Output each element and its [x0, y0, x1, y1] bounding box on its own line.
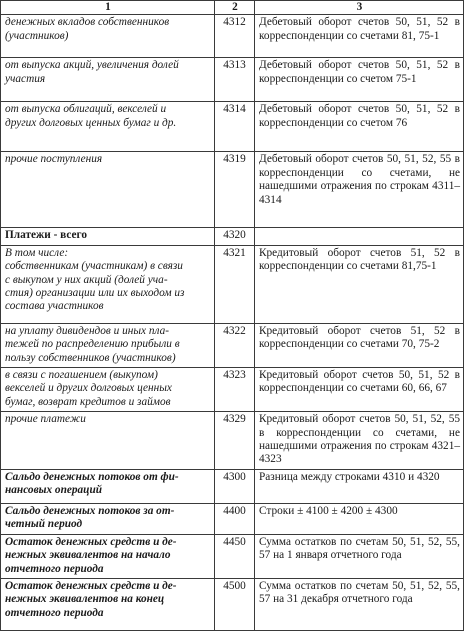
row-label-line: пользу собственников (участников): [5, 351, 176, 364]
row-description: Кредитовый оборот счетов 50, 51, 52 в корреспонденции со счетами 60, 66, 67: [255, 368, 464, 412]
row-label: [1, 245, 215, 323]
table-row: [1, 15, 464, 58]
header-col-2: 2: [215, 1, 255, 15]
table-row: [1, 152, 464, 228]
table-row: [1, 245, 464, 323]
row-label-line: собственникам (участникам) в связи: [5, 260, 183, 273]
row-label-line: бумаг, возврат кредитов и займов: [5, 395, 171, 408]
row-label-line: отчетного периода: [5, 606, 104, 619]
table-row: [1, 102, 464, 152]
table-row: [1, 534, 464, 578]
row-label: [1, 323, 215, 367]
row-code: 4313: [215, 58, 255, 102]
row-label: [1, 368, 215, 412]
header-col-1: 1: [1, 1, 215, 15]
row-code: 4329: [215, 412, 255, 470]
table-row: [1, 368, 464, 412]
row-label-line: на уплату дивидендов и иных пла-: [5, 324, 169, 337]
table-row: [1, 323, 464, 367]
row-label: [1, 412, 215, 470]
row-label-line: векселей и других долговых ценных: [5, 382, 172, 395]
row-label: [1, 503, 215, 534]
row-label-line: четный период: [5, 518, 83, 531]
row-code: 4300: [215, 469, 255, 503]
table-row: [1, 228, 464, 245]
row-label-line: с выкупом у них акций (долей уча-: [5, 273, 168, 286]
row-label: [1, 15, 215, 58]
row-label-line: нежных эквивалентов на начало: [5, 549, 171, 562]
row-description: Строки ± 4100 ± 4200 ± 4300: [255, 503, 464, 534]
row-code: 4322: [215, 323, 255, 367]
row-label-line: В том числе:: [5, 246, 69, 259]
row-description: Дебетовый оборот счетов 50, 51, 52 в корреспонденции со счетом 76: [255, 102, 464, 152]
row-label-line: нансовых операций: [5, 484, 103, 497]
row-label-line: денежных вкладов собственников: [5, 16, 170, 29]
row-label-line: (участников): [5, 29, 69, 42]
row-description: Сумма остатков по счетам 50, 51, 52, 55, 57 на 1 января отчетного года: [255, 534, 464, 578]
row-label-line: тежей по распределению прибыли в: [5, 338, 180, 351]
row-description: Разница между строками 4310 и 4320: [255, 469, 464, 503]
header-col-3: 3: [255, 1, 464, 15]
row-code: 4321: [215, 245, 255, 323]
row-code: 4323: [215, 368, 255, 412]
row-label: [1, 58, 215, 102]
row-description: Кредитовый оборот счетов 51, 52 в корреспонденции со счетами 81,75-1: [255, 245, 464, 323]
table-row: [1, 58, 464, 102]
row-description: Дебетовый оборот счетов 50, 51, 52, 55 в корреспонденции со счетами, не нашедшими отражения по строкам 4311–4314: [255, 152, 464, 228]
row-description: Кредитовый оборот счетов 51, 52 в корреспонденции со счетами 70, 75-2: [255, 323, 464, 367]
row-label-line: отчетного периода: [5, 562, 104, 575]
row-label-line: состава участников: [5, 300, 104, 313]
table-row: [1, 469, 464, 503]
row-label-line: Платежи - всего: [5, 229, 88, 242]
row-label-line: прочие платежи: [5, 413, 86, 426]
table-row: [1, 578, 464, 630]
row-label-line: стия) организации или их выходом из: [5, 287, 185, 300]
row-code: 4320: [215, 228, 255, 245]
row-label-line: участия: [5, 72, 46, 85]
row-code: 4450: [215, 534, 255, 578]
row-label: [1, 152, 215, 228]
row-code: 4400: [215, 503, 255, 534]
row-label: [1, 469, 215, 503]
row-description: [255, 228, 464, 245]
row-description: Дебетовый оборот счетов 50, 51, 52 в корреспонденции со счетом 75-1: [255, 58, 464, 102]
row-label-line: других долговых ценных бумаг и др.: [5, 116, 177, 129]
row-label: [1, 534, 215, 578]
row-description: Дебетовый оборот счетов 50, 51, 52 в корреспонденции со счетами 81, 75-1: [255, 15, 464, 58]
row-label-line: Сальдо денежных потоков от фи-: [5, 470, 179, 483]
row-label: [1, 228, 215, 245]
table-row: [1, 503, 464, 534]
row-description: Сумма остатков по счетам 50, 51, 52, 55, 57 на 31 декабря отчетного года: [255, 578, 464, 630]
row-code: 4312: [215, 15, 255, 58]
row-label-line: от выпуска акций, увеличения долей: [5, 59, 179, 72]
row-description: Кредитовый оборот счетов 50, 51, 52, 55 в корреспонденции со счетами, не нашедшими отражения по строкам 4321–4323: [255, 412, 464, 470]
row-label: [1, 102, 215, 152]
row-label-line: в связи с погашением (выкупом): [5, 369, 158, 382]
row-label-line: Сальдо денежных потоков за от-: [5, 504, 175, 517]
row-label-line: прочие поступления: [5, 153, 103, 166]
row-label-line: Остаток денежных средств и де-: [5, 579, 177, 592]
table-row: [1, 412, 464, 470]
row-label-line: нежных эквивалентов на конец: [5, 593, 165, 606]
header-row: [1, 1, 464, 15]
row-label-line: Остаток денежных средств и де-: [5, 535, 177, 548]
row-label-line: от выпуска облигаций, векселей и: [5, 103, 167, 116]
row-label: [1, 578, 215, 630]
row-code: 4500: [215, 578, 255, 630]
row-code: 4314: [215, 102, 255, 152]
row-code: 4319: [215, 152, 255, 228]
